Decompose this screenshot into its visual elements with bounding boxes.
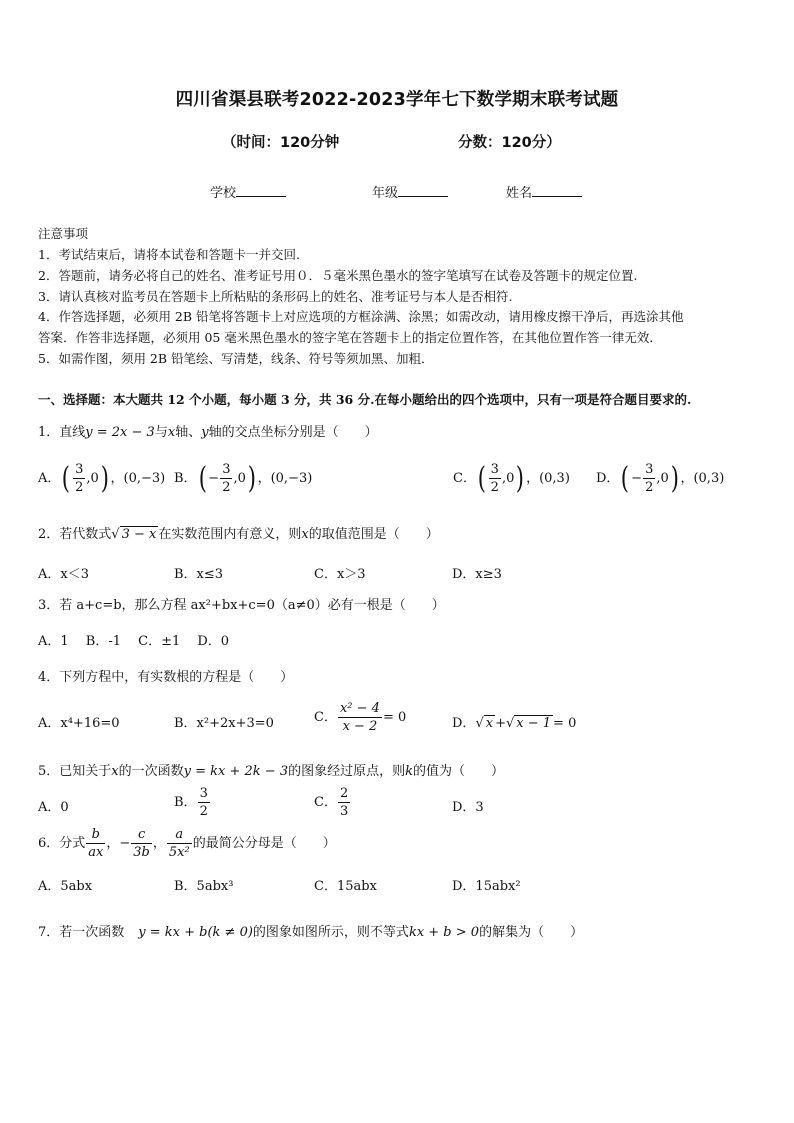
q1-a-point: ，(0,−3) <box>110 471 166 486</box>
q5-text-b: 的一次函数 <box>118 764 184 779</box>
q7-text-b: 的图象如图所示，则不等式 <box>252 925 409 940</box>
note-4a: 4．作答选择题，必须用 2B 铅笔将答题卡上对应选项的方框涂满、涂黑；如需改动，请用橡皮擦干净后，再选涂其他 <box>38 309 684 324</box>
q1-option-c[interactable]: C．( $\frac{3}{2}$ ,0) ，(0,3) <box>453 460 570 496</box>
q4-option-d[interactable]: D．√ x +√ x − 1 = 0 <box>452 716 577 731</box>
grade-label: 年级 <box>372 186 399 201</box>
q2-text-c: 的取值范围是（ ） <box>308 527 439 542</box>
q1-b-label: B． <box>174 471 197 486</box>
q6-sep-1: ，− <box>106 836 131 851</box>
q4-d-label: D． <box>452 716 476 731</box>
q1-a-zero: ,0 <box>86 471 99 486</box>
q2-option-d[interactable]: D．x≥3 <box>452 567 502 582</box>
q1-c-point: ，(0,3) <box>526 471 570 486</box>
q5-text-d: 的值为（ ） <box>413 764 505 779</box>
q5-expr: y = kx + 2k − 3 <box>183 764 289 779</box>
notes-heading: 注意事项 <box>38 226 89 241</box>
note-5: 5．如需作图，须用 2B 铅笔绘、写清楚，线条、符号等须加黑、加粗． <box>38 351 434 366</box>
grade-field[interactable] <box>372 182 448 201</box>
q1-a-label: A． <box>38 471 61 486</box>
q7-expr: y = kx + b(k ≠ 0) <box>138 925 253 940</box>
q1-b-point: ，(0,−3) <box>257 471 313 486</box>
q5-text-c: 的图象经过原点，则 <box>288 764 406 779</box>
q6-fraction-3: $\frac{a}{\text{5x²}}$ <box>168 827 190 860</box>
name-blank[interactable] <box>532 184 582 197</box>
q4-d-root2: x − 1 <box>516 716 552 731</box>
q5-c-label: C． <box>314 795 337 810</box>
q5-k: k <box>405 764 413 779</box>
q2-text-b: 在实数范围内有意义，则 <box>158 527 302 542</box>
q4-d-eq: = 0 <box>553 716 577 731</box>
q3-options[interactable]: A．1 B．-1 C．±1 D．0 <box>38 634 230 649</box>
grade-blank[interactable] <box>398 184 448 197</box>
q7-ineq: kx + b > 0 <box>408 925 480 940</box>
school-field[interactable] <box>210 182 286 201</box>
q1-d-zero: ,0 <box>656 471 669 486</box>
q4-c-eq: = 0 <box>382 710 407 725</box>
question-7-stem <box>38 921 583 940</box>
q2-x: x <box>301 527 309 542</box>
q2-sqrt-sign: √ <box>111 527 120 542</box>
note-4b: 答案．作答非选择题，必须用 05 毫米黑色墨水的签字笔在答题卡上的指定位置作答，在其他位置作答一律无效． <box>38 330 662 345</box>
q5-option-c[interactable] <box>314 785 351 820</box>
question-6-stem <box>38 826 336 861</box>
q1-y: y <box>201 425 209 440</box>
q5-b-fraction: $\frac{3}{2}$ <box>199 786 208 819</box>
note-1: 1．考试结束后，请将本试卷和答题卡一并交回. <box>38 247 300 262</box>
note-2: 2．答题前，请务必将自己的姓名、准考证号用０．５毫米黑色墨水的签字笔填写在试卷及答题卡的规定位置. <box>38 268 638 283</box>
q4-c-label: C． <box>314 710 337 725</box>
q1-option-b[interactable]: B．( − $\frac{3}{2}$ ,0) ，(0,−3) <box>174 460 313 496</box>
q1-b-neg: − <box>208 471 220 486</box>
q6-fraction-2: $\frac{c}{3b}$ <box>133 827 150 860</box>
page-title: 四川省渠县联考2022-2023学年七下数学期末联考试题 <box>175 90 619 110</box>
q6-text-b: 的最简公分母是（ ） <box>192 836 336 851</box>
question-3-stem: 3．若 a+c=b，那么方程 ax²+bx+c=0（a≠0）必有一根是（ ） <box>38 598 445 613</box>
note-3: 3．请认真核对监考员在答题卡上所粘贴的条形码上的姓名、准考证号与本人是否相符. <box>38 289 513 304</box>
q4-d-plus: + <box>495 716 506 731</box>
q5-option-a[interactable]: A．0 <box>38 800 69 815</box>
q1-text-c: 轴、 <box>175 425 202 440</box>
q1-line-expr: y = 2x − 3 <box>85 425 155 440</box>
q1-option-a[interactable]: A．( $\frac{3}{2}$ ,0) ，(0,−3) <box>38 460 166 496</box>
q1-d-label: D． <box>596 471 620 486</box>
q1-text-b: 与 <box>154 425 168 440</box>
q4-d-root1: x <box>485 716 494 731</box>
question-5-stem <box>38 760 504 779</box>
question-1-stem <box>38 421 378 440</box>
exam-score: 分数：120分） <box>458 135 561 151</box>
q1-d-point: ，(0,3) <box>680 471 725 486</box>
q6-option-c[interactable]: C．15abx <box>314 879 377 894</box>
q6-option-d[interactable]: D．15abx² <box>452 879 521 894</box>
question-2-stem <box>38 523 439 542</box>
q1-text-a: 1．直线 <box>38 425 86 440</box>
q1-c-label: C． <box>453 471 476 486</box>
q1-d-neg: − <box>631 471 643 486</box>
q6-option-b[interactable]: B．5abx³ <box>174 879 234 894</box>
name-field[interactable] <box>506 182 582 201</box>
school-label: 学校 <box>210 186 237 201</box>
q5-option-d[interactable]: D．3 <box>452 800 484 815</box>
q1-option-d[interactable]: D．( − $\frac{3}{2}$ ,0) ，(0,3) <box>596 460 725 496</box>
q4-option-c[interactable] <box>314 700 406 735</box>
q2-radicand: 3 − x <box>121 527 157 542</box>
q1-b-zero: ,0 <box>233 471 246 486</box>
q1-x: x <box>167 425 176 440</box>
q7-text-c: 的解集为（ ） <box>479 925 584 940</box>
q4-c-fraction: $\frac{\text{x² − 4}}{x - 2}$ <box>339 701 380 734</box>
q2-option-b[interactable]: B．x≤3 <box>174 567 224 582</box>
q5-c-fraction: $\frac{2}{3}$ <box>339 786 349 819</box>
q2-option-a[interactable]: A．x＜3 <box>38 567 89 582</box>
q6-fraction-1: $\frac{b}{ax}$ <box>88 827 104 860</box>
section-1-heading: 一、选择题：本大题共 12 个小题，每小题 3 分，共 36 分.在每小题给出的四个选项中，只有一项是符合题目要求的. <box>38 392 692 407</box>
q2-option-c[interactable]: C．x＞3 <box>314 567 366 582</box>
q2-text-a: 2．若代数式 <box>38 527 112 542</box>
school-blank[interactable] <box>236 184 286 197</box>
exam-time: （时间：120分钟 <box>222 135 340 151</box>
q1-text-d: 轴的交点坐标分别是（ ） <box>208 425 378 440</box>
q5-text-a: 5．已知关于 <box>38 764 112 779</box>
q1-a-fraction: $\frac{3}{2}$ <box>75 462 84 495</box>
name-label: 姓名 <box>506 186 533 201</box>
q7-text-a: 7．若一次函数 <box>38 925 125 940</box>
q6-sep-2: ， <box>152 836 166 851</box>
q6-text-a: 6．分式 <box>38 836 86 851</box>
q1-c-zero: ,0 <box>501 471 515 486</box>
q4-option-b[interactable]: B．x²+2x+3=0 <box>174 716 274 731</box>
q1-b-fraction: $\frac{3}{2}$ <box>222 462 231 495</box>
q1-c-fraction: $\frac{3}{2}$ <box>490 462 499 495</box>
q5-b-label: B． <box>174 795 197 810</box>
q5-option-b[interactable] <box>174 785 211 820</box>
q1-d-fraction: $\frac{3}{2}$ <box>645 462 654 495</box>
question-4-stem: 4．下列方程中，有实数根的方程是（ ） <box>38 670 294 685</box>
q5-x: x <box>111 764 119 779</box>
q6-option-a[interactable]: A．5abx <box>38 879 93 894</box>
q4-option-a[interactable]: A．x⁴+16=0 <box>38 716 120 731</box>
